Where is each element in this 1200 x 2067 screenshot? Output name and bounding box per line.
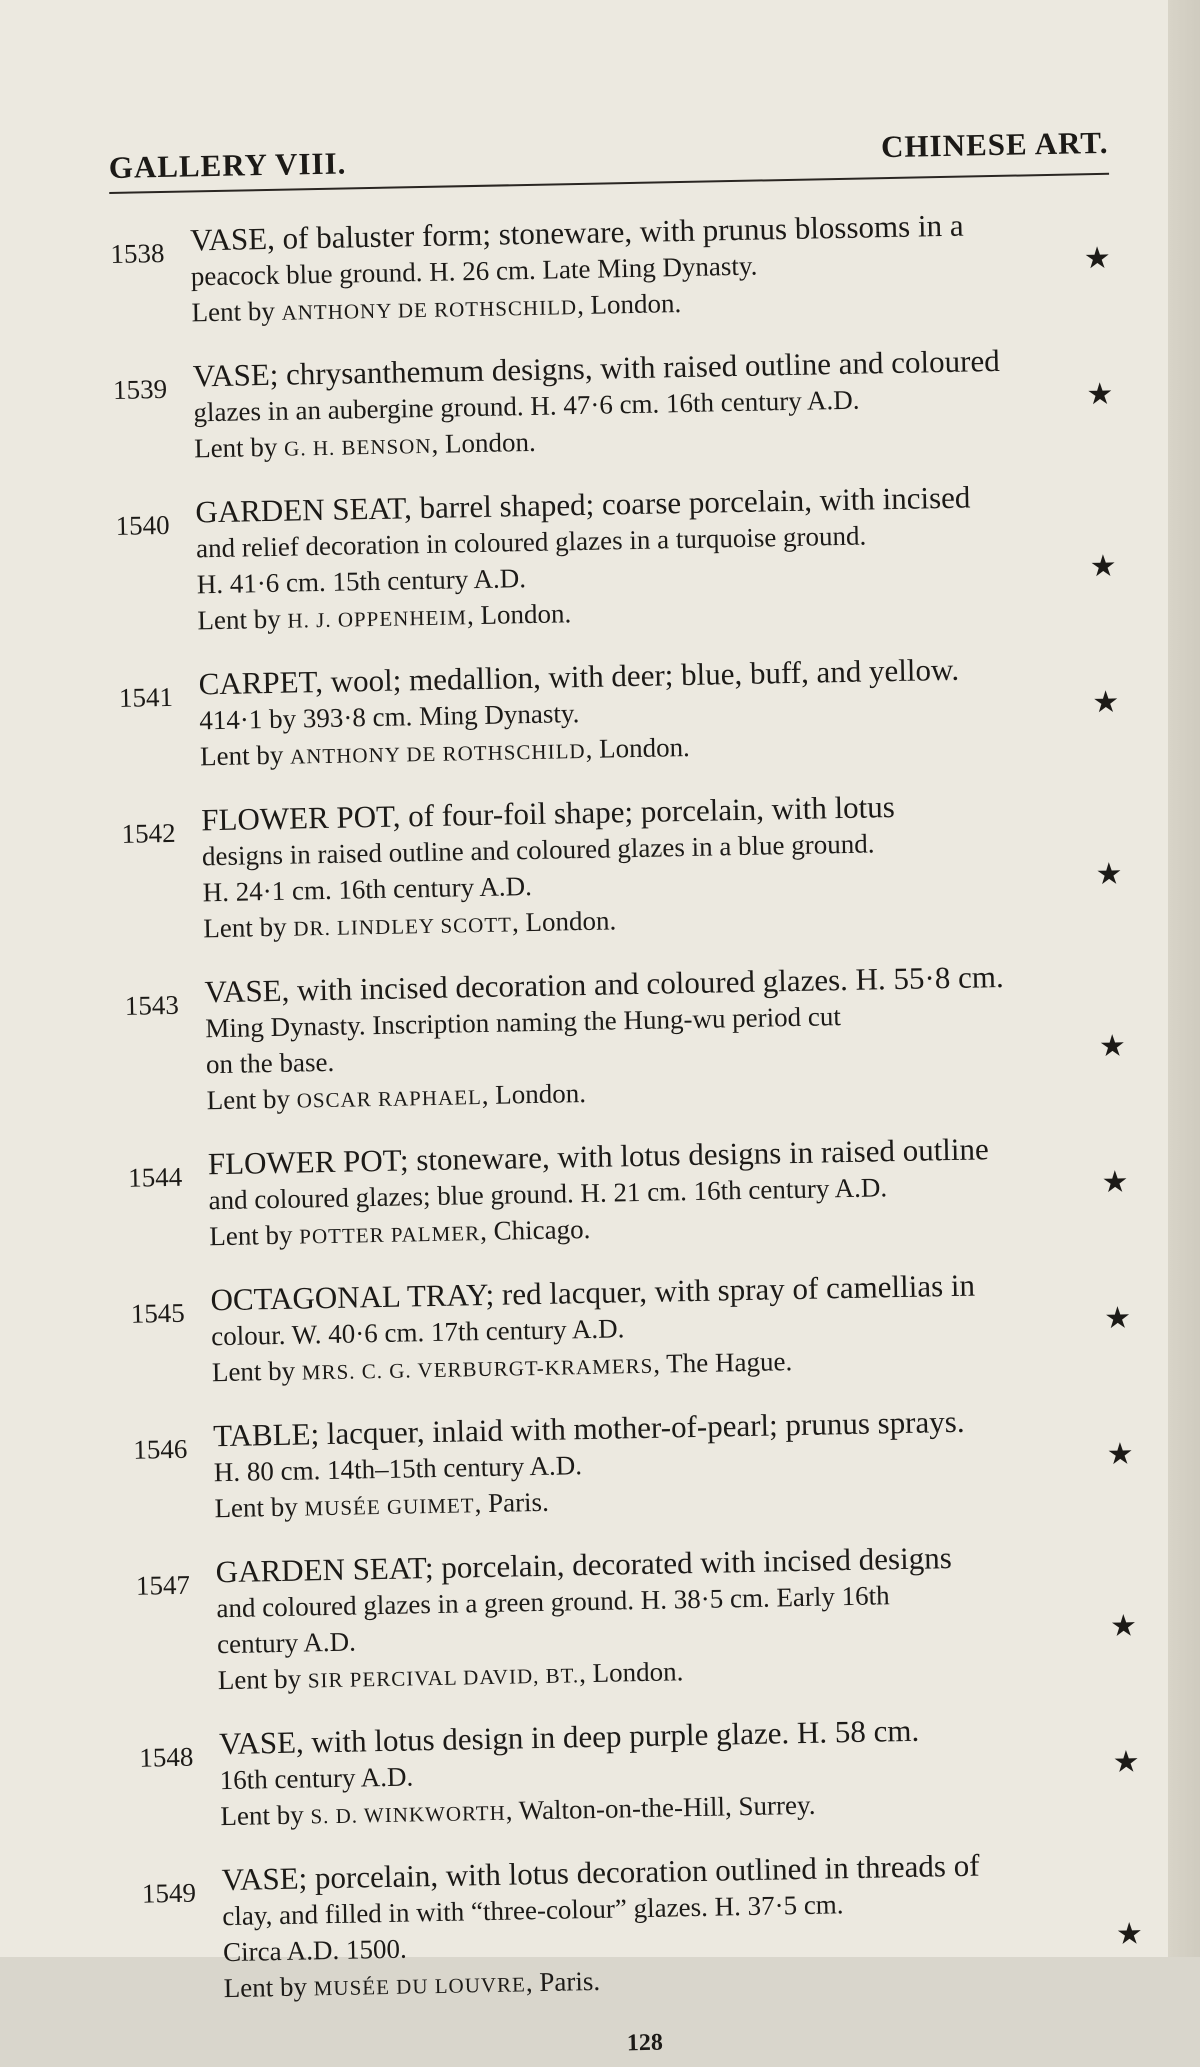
entry-line-text: and coloured glazes in a green ground. H. 38·5 cm. Early 16th [216, 1580, 890, 1624]
star-icon: ★ [1106, 1437, 1134, 1472]
entry-number: 1546 [133, 1433, 188, 1465]
lent-by-label: Lent by [211, 1355, 296, 1388]
catalogue-entry [115, 477, 1118, 642]
entry-line-text: VASE; chrysanthemum designs, with raised outline and coloured [192, 342, 1000, 394]
entry-line-text: OCTAGONAL TRAY; red lacquer, with spray of camellias in [210, 1267, 976, 1318]
running-head-section: CHINESE ART. [880, 124, 1109, 165]
lender-place: , The Hague. [652, 1346, 793, 1379]
entry-number: 1545 [130, 1297, 186, 1329]
lender-place: , Paris. [474, 1486, 550, 1519]
catalogue-entry [128, 1129, 1130, 1258]
entry-number: 1542 [121, 817, 176, 849]
lender-place: , London. [576, 288, 682, 321]
lender-name: OSCAR RAPHAEL [296, 1085, 483, 1113]
lender-place: , London. [585, 731, 691, 764]
lent-by-label: Lent by [214, 1491, 299, 1524]
entry-line-text: VASE, of baluster form; stoneware, with prunus blossoms in a [189, 207, 964, 258]
page-number: 128 [626, 2029, 664, 2057]
star-icon: ★ [1086, 377, 1114, 412]
lender-name: DR. LINDLEY SCOTT [293, 912, 513, 941]
entry-line-text: and coloured glazes; blue ground. H. 21 cm. 16th century A.D. [208, 1172, 888, 1216]
entry-line-text: H. 24·1 cm. 16th century A.D. [202, 871, 533, 908]
star-icon: ★ [1095, 857, 1123, 892]
lender-place: , London. [481, 1078, 587, 1111]
lender-place: , Paris. [525, 1965, 601, 1998]
running-head [108, 109, 1109, 194]
catalogue-entries [110, 205, 1144, 2010]
page-edge [1168, 0, 1200, 1957]
catalogue-entry [121, 785, 1124, 950]
catalogue-entry [118, 649, 1120, 778]
entry-number: 1540 [115, 509, 170, 541]
entry-line-text: glazes in an aubergine ground. H. 47·6 cm. 16th century A.D. [193, 384, 860, 428]
lender-name: ANTHONY DE ROTHSCHILD [289, 738, 586, 769]
lender-name: MUSÉE GUIMET [304, 1493, 475, 1521]
lent-by-label: Lent by [197, 603, 281, 636]
entry-line-text: designs in raised outline and coloured glazes in a blue ground. [201, 828, 875, 872]
lent-by-label: Lent by [193, 431, 278, 464]
catalogue-entry [130, 1265, 1132, 1394]
entry-number: 1549 [141, 1877, 197, 1909]
entry-line-text: 16th century A.D. [219, 1761, 414, 1796]
entry-line-text: and relief decoration in coloured glazes in a turquoise ground. [195, 520, 867, 564]
entry-line-text: TABLE; lacquer, inlaid with mother-of-pearl; prunus sprays. [212, 1403, 965, 1454]
lender-name: S. D. WINKWORTH [310, 1800, 506, 1829]
star-icon: ★ [1091, 685, 1120, 720]
entry-line-text: VASE, with incised decoration and coloured glazes. H. 55·8 cm. [204, 958, 1005, 1010]
lender-name: POTTER PALMER [299, 1221, 481, 1249]
entry-line-text: FLOWER POT; stoneware, with lotus designs in raised outline [207, 1131, 990, 1182]
lender-name: ANTHONY DE ROTHSCHILD [281, 295, 578, 325]
lender-place: , London. [431, 426, 536, 459]
entry-number: 1544 [127, 1161, 183, 1193]
entry-line-text: 414·1 by 393·8 cm. Ming Dynasty. [199, 698, 580, 736]
catalogue-entry [110, 205, 1112, 334]
entry-line-text: CARPET, wool; medallion, with deer; blue, buff, and yellow. [198, 651, 960, 702]
catalogue-entry [124, 957, 1127, 1122]
lent-by-label: Lent by [220, 1799, 304, 1832]
lender-place: , London. [511, 905, 617, 938]
entry-line-text: VASE; porcelain, with lotus decoration outlined in threads of [221, 1847, 980, 1898]
entry-line-text: GARDEN SEAT, barrel shaped; coarse porcelain, with incised [195, 479, 971, 530]
star-icon: ★ [1103, 1301, 1132, 1336]
lender-name: SIR PERCIVAL DAVID, BT. [307, 1663, 580, 1693]
lent-by-label: Lent by [203, 911, 287, 944]
catalogue-entry [139, 1709, 1141, 1838]
lender-name: MRS. C. G. VERBURGT-KRAMERS [301, 1353, 654, 1385]
entry-line-text: Ming Dynasty. Inscription naming the Hung-wu period cut [205, 1001, 842, 1044]
star-icon: ★ [1112, 1745, 1140, 1780]
lent-by-label: Lent by [223, 1971, 308, 2004]
entry-line-text: Circa A.D. 1500. [222, 1933, 408, 1968]
lent-by-label: Lent by [217, 1663, 302, 1696]
entry-line-text: VASE, with lotus design in deep purple glaze. H. 58 cm. [218, 1712, 920, 1762]
lender-place: , London. [466, 598, 572, 631]
entry-line-text: GARDEN SEAT; porcelain, decorated with incised designs [215, 1540, 953, 1590]
catalogue-entry [135, 1537, 1138, 1702]
entry-number: 1541 [118, 681, 174, 713]
catalogue-entry [133, 1401, 1135, 1530]
entry-line-text: on the base. [205, 1046, 335, 1080]
lender-place: , London. [578, 1656, 684, 1689]
entry-line-text: H. 41·6 cm. 15th century A.D. [196, 563, 527, 600]
star-icon: ★ [1089, 549, 1117, 584]
star-icon: ★ [1083, 241, 1112, 276]
star-icon: ★ [1109, 1609, 1138, 1644]
entry-number: 1539 [112, 373, 168, 405]
star-icon: ★ [1115, 1917, 1144, 1951]
entry-number: 1543 [124, 989, 180, 1021]
lender-place: , Chicago. [479, 1213, 591, 1247]
lender-name: H. J. OPPENHEIM [287, 605, 468, 633]
entry-line-text: clay, and filled in with “three-colour” glazes. H. 37·5 cm. [222, 1889, 844, 1932]
lender-name: G. H. BENSON [283, 433, 432, 461]
star-icon: ★ [1098, 1029, 1127, 1064]
lent-by-label: Lent by [209, 1219, 293, 1252]
lent-by-label: Lent by [206, 1083, 291, 1116]
text-block [108, 109, 1144, 2057]
catalogue-entry [112, 341, 1114, 470]
entry-line-text: century A.D. [216, 1626, 357, 1660]
lender-name: MUSÉE DU LOUVRE [313, 1972, 527, 2001]
entry-line-text: colour. W. 40·6 cm. 17th century A.D. [210, 1313, 625, 1352]
entry-number: 1547 [135, 1569, 191, 1601]
running-head-gallery: GALLERY VIII. [108, 145, 347, 185]
catalogue-entry [141, 1844, 1144, 2009]
star-icon: ★ [1101, 1165, 1129, 1200]
entry-number: 1538 [110, 237, 165, 269]
entry-number: 1548 [139, 1741, 194, 1773]
entry-line-text: FLOWER POT, of four-foil shape; porcelain, with lotus [200, 789, 896, 838]
entry-line-text: H. 80 cm. 14th–15th century A.D. [213, 1450, 583, 1488]
lent-by-label: Lent by [191, 295, 276, 328]
lent-by-label: Lent by [199, 739, 284, 772]
entry-line-text: peacock blue ground. H. 26 cm. Late Ming Dynasty. [190, 250, 758, 292]
lender-place: , Walton-on-the-Hill, Surrey. [505, 1789, 816, 1826]
